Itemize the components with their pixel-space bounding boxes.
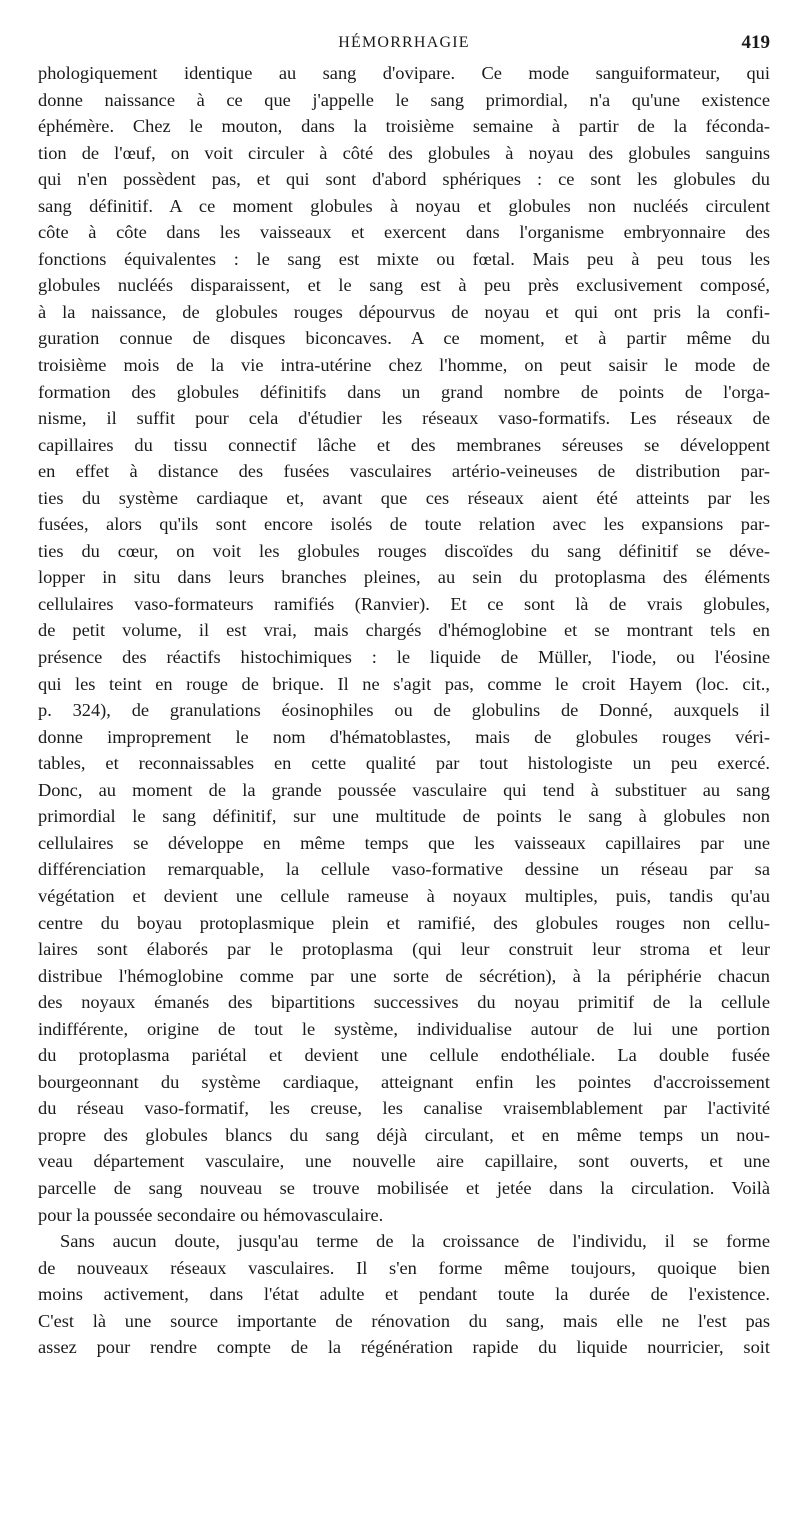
- page-number: 419: [741, 32, 770, 53]
- text-line: capillaires du tissu connectif lâche et des membranes séreuses se développent: [38, 434, 770, 455]
- text-line: du réseau vaso-formatif, les creuse, les canalise vraisemblablement par l'activité: [38, 1098, 770, 1119]
- text-line: fonctions équivalentes : le sang est mixte ou fœtal. Mais peu à peu tous les: [38, 248, 770, 269]
- text-line: phologiquement identique au sang d'ovipare. Ce mode sanguiformateur, qui: [38, 63, 770, 83]
- text-line: de petit volume, il est vrai, mais chargés d'hémoglobine et se montrant tels en: [38, 620, 770, 641]
- text-line: nisme, il suffit pour cela d'étudier les réseaux vaso-formatifs. Les réseaux de: [38, 408, 770, 429]
- text-line: différenciation remarquable, la cellule vaso-formative dessine un réseau par sa: [38, 859, 770, 880]
- text-line: p. 324), de granulations éosinophiles ou de globulins de Donné, auxquels il: [38, 700, 770, 721]
- text-line: ties du système cardiaque et, avant que ces réseaux aient été atteints par les: [38, 487, 770, 508]
- paragraph: [38, 60, 770, 1228]
- paragraph: [38, 1228, 770, 1361]
- text-line: propre des globules blancs du sang déjà circulant, et en même temps un nou-: [38, 1124, 770, 1145]
- text-line: centre du boyau protoplasmique plein et ramifié, des globules rouges non cellu-: [38, 912, 770, 933]
- text-line: veau département vasculaire, une nouvelle aire capillaire, sont ouverts, et une: [38, 1151, 770, 1172]
- text-line: tion de l'œuf, on voit circuler à côté des globules à noyau des globules sanguins: [38, 142, 770, 163]
- text-line: à la naissance, de globules rouges dépourvus de noyau et qui ont pris la confi-: [38, 301, 770, 322]
- text-line: qui les teint en rouge de brique. Il ne s'agit pas, comme le croit Hayem (loc. cit.,: [38, 673, 770, 694]
- text-line: cellulaires se développe en même temps que les vaisseaux capillaires par une: [38, 832, 770, 853]
- text-line: fusées, alors qu'ils sont encore isolés de toute relation avec les expansions par-: [38, 514, 770, 535]
- text-line: Sans aucun doute, jusqu'au terme de la croissance de l'individu, il se forme: [60, 1231, 770, 1252]
- text-line: formation des globules définitifs dans un grand nombre de points de l'orga-: [38, 381, 770, 402]
- text-line: tables, et reconnaissables en cette qualité par tout histologiste un peu exercé.: [38, 753, 770, 774]
- text-line: de nouveaux réseaux vasculaires. Il s'en forme même toujours, quoique bien: [38, 1257, 770, 1278]
- page-header: [38, 30, 770, 56]
- text-line: qui n'en possèdent pas, et qui sont d'abord sphériques : ce sont les globules du: [38, 169, 770, 190]
- text-line: donne naissance à ce que j'appelle le sang primordial, n'a qu'une existence: [38, 89, 770, 110]
- text-line: moins activement, dans l'état adulte et pendant toute la durée de l'existence.: [38, 1284, 770, 1305]
- text-line: éphémère. Chez le mouton, dans la troisième semaine à partir de la féconda-: [38, 116, 770, 137]
- text-line: assez pour rendre compte de la régénération rapide du liquide nourricier, soit: [38, 1337, 770, 1358]
- body-text: [38, 60, 770, 1361]
- text-line: pour la poussée secondaire ou hémovasculaire.: [38, 1204, 384, 1225]
- text-line: primordial le sang définitif, sur une multitude de points le sang à globules non: [38, 806, 770, 827]
- text-line: du protoplasma pariétal et devient une cellule endothéliale. La double fusée: [38, 1045, 770, 1066]
- text-line: lopper in situ dans leurs branches pleines, au sein du protoplasma des éléments: [38, 567, 770, 588]
- text-line: parcelle de sang nouveau se trouve mobilisée et jetée dans la circulation. Voilà: [38, 1177, 770, 1198]
- text-line: végétation et devient une cellule rameuse à noyaux multiples, puis, tandis qu'au: [38, 885, 770, 906]
- text-line: côte à côte dans les vaisseaux et exercent dans l'organisme embryonnaire des: [38, 222, 770, 243]
- text-line: guration connue de disques biconcaves. A ce moment, et à partir même du: [38, 328, 770, 349]
- text-line: laires sont élaborés par le protoplasma (qui leur construit leur stroma et leur: [38, 939, 770, 960]
- text-line: distribue l'hémoglobine comme par une sorte de sécrétion), à la périphérie chacun: [38, 965, 770, 986]
- text-line: sang définitif. A ce moment globules à noyau et globules non nucléés circulent: [38, 195, 770, 216]
- text-line: C'est là une source importante de rénovation du sang, mais elle ne l'est pas: [38, 1310, 770, 1331]
- text-line: des noyaux émanés des bipartitions successives du noyau primitif de la cellule: [38, 992, 770, 1013]
- text-line: présence des réactifs histochimiques : le liquide de Müller, l'iode, ou l'éosine: [38, 647, 770, 668]
- text-line: cellulaires vaso-formateurs ramifiés (Ranvier). Et ce sont là de vrais globules,: [38, 593, 770, 614]
- text-line: globules nucléés disparaissent, et le sang est à peu près exclusivement composé,: [38, 275, 770, 296]
- text-line: ties du cœur, on voit les globules rouges discoïdes du sang définitif se déve-: [38, 540, 770, 561]
- text-line: en effet à distance des fusées vasculaires artério-veineuses de distribution par-: [38, 461, 770, 482]
- text-line: donne improprement le nom d'hématoblastes, mais de globules rouges véri-: [38, 726, 770, 747]
- text-line: Donc, au moment de la grande poussée vasculaire qui tend à substituer au sang: [38, 779, 770, 800]
- text-line: troisième mois de la vie intra-utérine chez l'homme, on peut saisir le mode de: [38, 355, 770, 376]
- text-line: indifférente, origine de tout le système, individualise autour de lui une portion: [38, 1018, 770, 1039]
- text-line: bourgeonnant du système cardiaque, atteignant enfin les pointes d'accroissement: [38, 1071, 770, 1092]
- running-head: HÉMORRHAGIE: [338, 34, 470, 51]
